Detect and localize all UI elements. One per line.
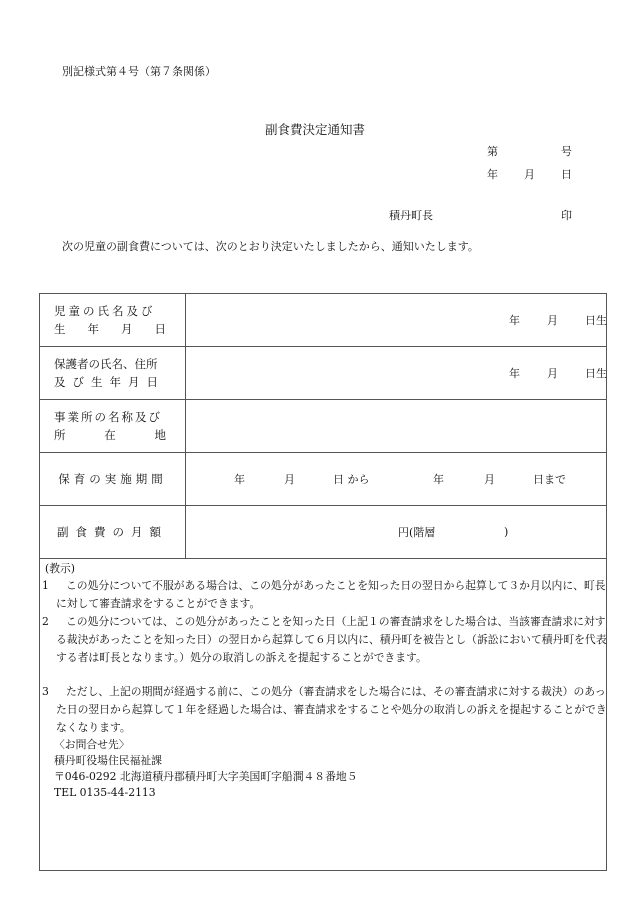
period-to-month: 月 xyxy=(484,473,495,486)
note-number: 2 xyxy=(42,615,49,628)
child-birth-year: 年 xyxy=(509,314,520,327)
label-guardian xyxy=(40,347,186,400)
child-birth-day: 日生 xyxy=(585,314,607,327)
label-char: 年 xyxy=(109,375,121,389)
date-month: 月 xyxy=(524,168,535,181)
period-to-year: 年 xyxy=(433,473,444,486)
label-char: 地 xyxy=(154,428,166,442)
contact-address: 〒046-0292 北海道積丹郡積丹町大字美国町字船澗４８番地５ xyxy=(54,770,358,783)
contact-heading: 〈お問合せ先〉 xyxy=(54,738,130,751)
label-child-line1: 児童の氏名及び xyxy=(54,304,156,318)
number-suffix: 号 xyxy=(561,145,572,158)
seal-mark: 印 xyxy=(561,209,572,222)
period-from-day: 日 から xyxy=(333,473,370,486)
label-fee xyxy=(40,506,186,559)
row-guardian xyxy=(40,347,607,400)
issuer: 積丹町長 xyxy=(389,209,433,222)
row-fee xyxy=(40,506,607,559)
value-guardian[interactable] xyxy=(186,347,607,400)
label-char: 所 xyxy=(54,428,66,442)
label-char: 日 xyxy=(146,375,158,389)
row-period xyxy=(40,453,607,506)
label-char: び xyxy=(72,375,84,389)
contact-dept: 積丹町役場住民福祉課 xyxy=(54,754,162,767)
label-child xyxy=(40,294,186,347)
note-text: この処分については、この処分があったことを知った日（上記１の審査請求をした場合は、当該審査請求に対する裁決があったことを知った日）の翌日から起算して６月以内に、積丹町を被告とし（訴訟において積丹町を代表する者は町長となります。）処分の取消しの訴えを提起することができます。 xyxy=(56,615,607,664)
instruction-box xyxy=(39,555,607,871)
value-child[interactable] xyxy=(186,294,607,347)
label-char: 及 xyxy=(54,375,66,389)
value-fee[interactable] xyxy=(186,506,607,559)
label-char: 月 xyxy=(128,375,140,389)
guardian-birth-day: 日生 xyxy=(585,367,607,380)
label-period-text: 保育の実施期間 xyxy=(58,472,167,486)
row-child xyxy=(40,294,607,347)
child-birth-month: 月 xyxy=(547,314,558,327)
label-facility-line1: 事業所の名称及び xyxy=(54,410,162,424)
date-day: 日 xyxy=(561,168,572,181)
date-year: 年 xyxy=(487,168,498,181)
value-facility[interactable] xyxy=(186,400,607,453)
label-char: 生 xyxy=(91,375,103,389)
period-from-year: 年 xyxy=(234,473,245,486)
guardian-birth-month: 月 xyxy=(547,367,558,380)
note-number: 3 xyxy=(42,685,49,698)
contact-info xyxy=(54,737,358,801)
decision-table xyxy=(39,293,607,559)
label-char: 年 xyxy=(87,322,99,336)
contact-tel: TEL 0135-44-2113 xyxy=(54,786,156,799)
value-period[interactable] xyxy=(186,453,607,506)
notes-heading: (教示) xyxy=(45,562,76,575)
label-period xyxy=(40,453,186,506)
period-from-month: 月 xyxy=(284,473,295,486)
row-facility xyxy=(40,400,607,453)
label-char: 日 xyxy=(154,322,166,336)
document-title: 副食費決定通知書 xyxy=(264,122,365,137)
guardian-birth-year: 年 xyxy=(509,367,520,380)
intro-text: 次の児童の副食費については、次のとおり決定いたしましたから、通知いたします。 xyxy=(62,240,479,253)
period-to-day: 日まで xyxy=(533,473,566,486)
fee-yen-tier: 円(階層 xyxy=(398,526,436,539)
label-facility xyxy=(40,400,186,453)
form-number: 別記様式第４号（第７条関係） xyxy=(62,65,216,78)
label-fee-text: 副食費の月額 xyxy=(57,525,168,539)
note-number: 1 xyxy=(42,579,49,592)
fee-tier-close: ) xyxy=(504,525,509,539)
label-char: 月 xyxy=(121,322,133,336)
number-prefix: 第 xyxy=(487,145,498,158)
note-text: この処分について不服がある場合は、この処分があったことを知った日の翌日から起算して３か月以内に、町長に対して審査請求をすることができます。 xyxy=(56,579,606,610)
label-guardian-line1: 保護者の氏名、住所 xyxy=(54,357,158,371)
note-text: ただし、上記の期間が経過する前に、この処分（審査請求をした場合には、その審査請求に対する裁決）のあった日の翌日から起算して１年を経過した場合は、審査請求をすることや処分の取消しの訴えを提起することができなくなります。 xyxy=(56,685,607,734)
label-char: 在 xyxy=(104,428,116,442)
label-char: 生 xyxy=(54,322,66,336)
